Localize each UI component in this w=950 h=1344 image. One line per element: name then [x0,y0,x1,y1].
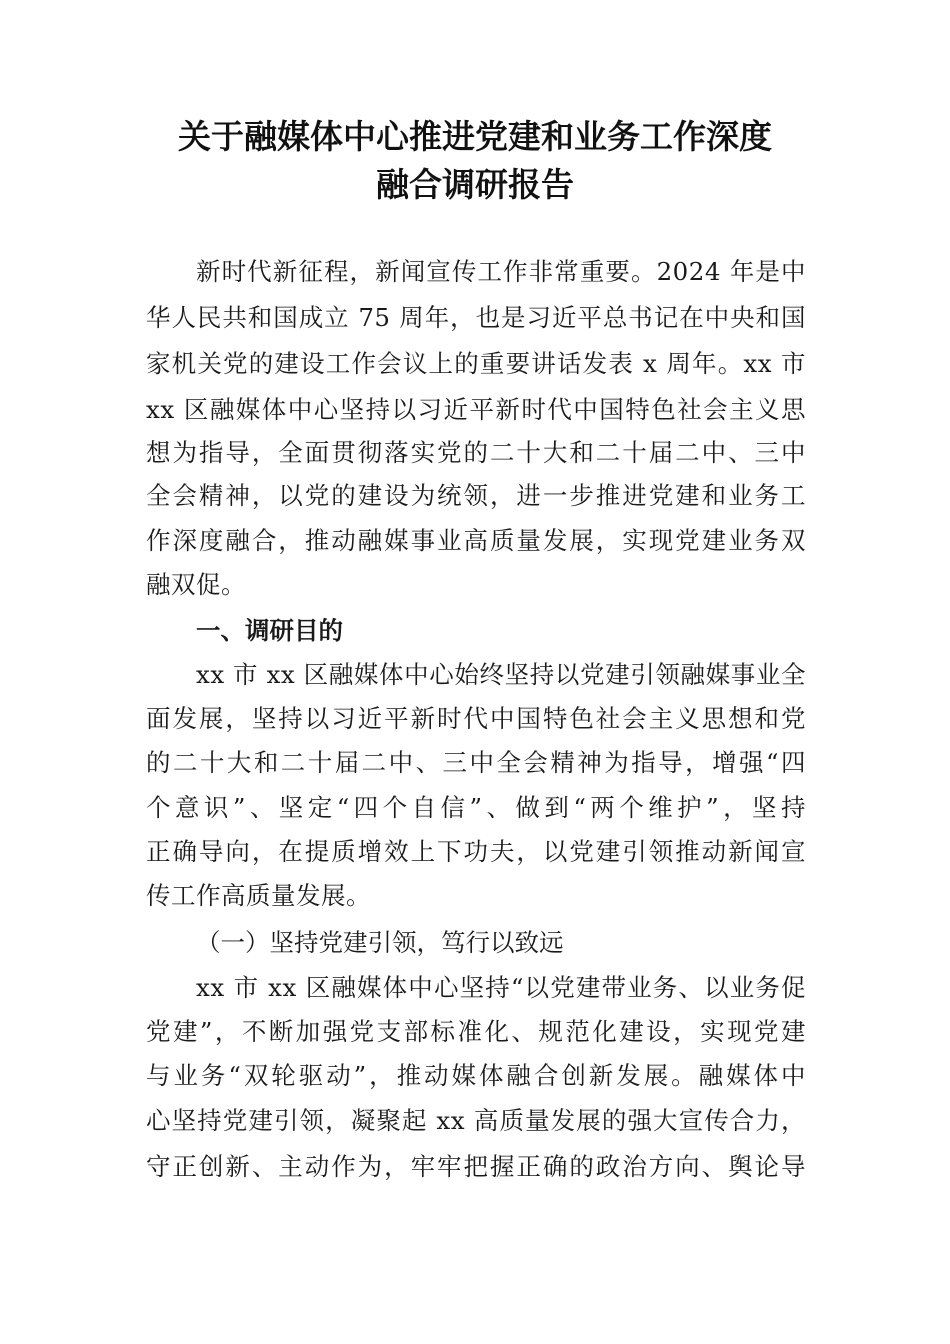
subsection1-paragraph-line: 与业务“双轮驱动”，推动媒体融合创新发展。融媒体中 [146,1061,806,1090]
title-line: 关于融媒体中心推进党建和业务工作深度 [178,117,772,156]
document-title [120,113,830,209]
section1-paragraph-line: xx 市 xx 区融媒体中心始终坚持以党建引领融媒事业全 [196,660,806,689]
intro-paragraph-line: 融双促。 [146,570,246,599]
subsection1-paragraph-line: 党建”，不断加强党支部标准化、规范化建设，实现党建 [146,1017,806,1046]
subsection-heading: （一）坚持党建引领，笃行以致远 [196,928,564,957]
section1-paragraph-line: 个意识”、坚定“四个自信”、做到“两个维护”，坚持 [146,793,806,822]
title-line: 融合调研报告 [376,165,574,204]
subsection1-paragraph-line: 守正创新、主动作为，牢牢把握正确的政治方向、舆论导 [146,1152,806,1181]
section1-paragraph-line: 的二十大和二十届二中、三中全会精神为指导，增强“四 [146,748,806,777]
subsection1-paragraph-line: xx 市 xx 区融媒体中心坚持“以党建带业务、以业务促 [196,973,806,1002]
intro-paragraph-line: 家机关党的建设工作会议上的重要讲话发表 x 周年。xx 市 [146,349,806,378]
intro-paragraph-line: xx 区融媒体中心坚持以习近平新时代中国特色社会主义思 [146,395,806,424]
intro-paragraph-line: 华人民共和国成立 75 周年，也是习近平总书记在中央和国 [146,303,806,332]
intro-paragraph-line: 想为指导，全面贯彻落实党的二十大和二十届二中、三中 [146,438,806,467]
intro-paragraph-line: 全会精神，以党的建设为统领，进一步推进党建和业务工 [146,481,806,510]
section-heading: 一、调研目的 [196,616,343,645]
section1-paragraph-line: 正确导向，在提质增效上下功夫，以党建引领推动新闻宣 [146,837,806,866]
section1-paragraph-line: 传工作高质量发展。 [146,881,371,910]
subsection1-paragraph-line: 心坚持党建引领，凝聚起 xx 高质量发展的强大宣传合力， [146,1106,806,1135]
section1-paragraph-line: 面发展，坚持以习近平新时代中国特色社会主义思想和党 [146,704,806,733]
intro-paragraph-line: 新时代新征程，新闻宣传工作非常重要。2024 年是中 [196,257,806,286]
intro-paragraph-line: 作深度融合，推动融媒事业高质量发展，实现党建业务双 [146,526,806,555]
